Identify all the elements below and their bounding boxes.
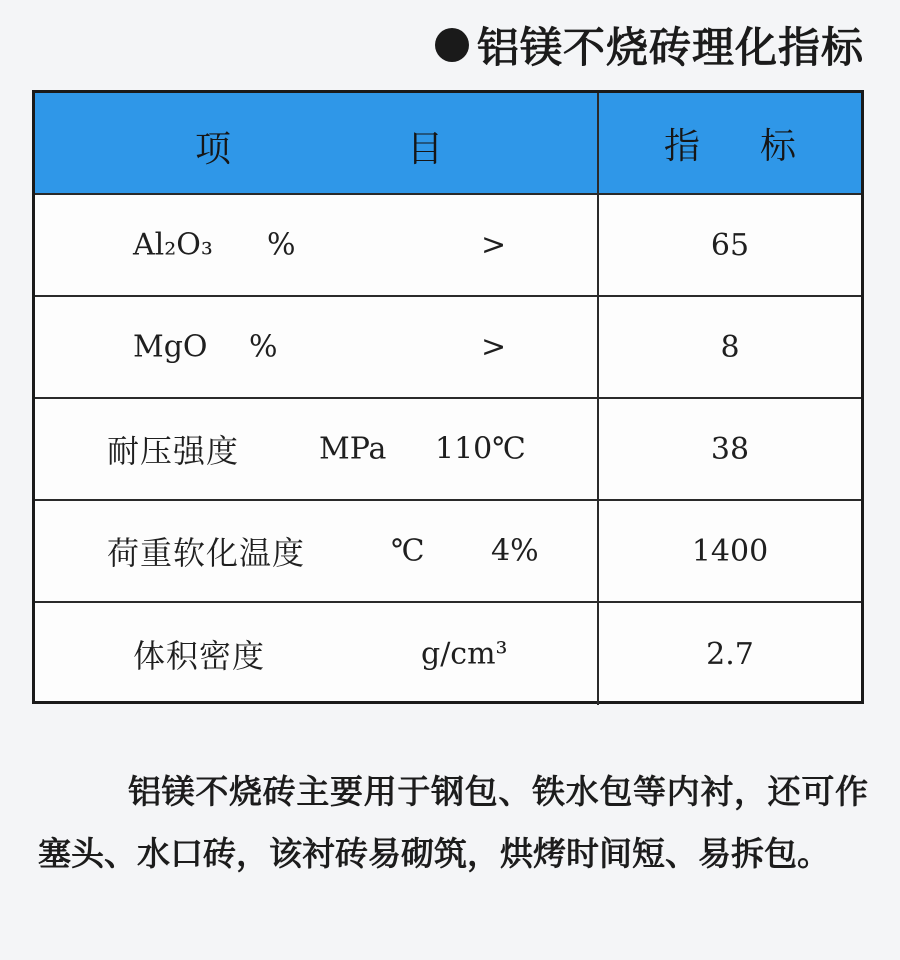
item-name: 荷重软化温度 xyxy=(107,534,306,572)
properties-table xyxy=(32,90,864,704)
table-row xyxy=(35,501,861,603)
value-cell: 1400 xyxy=(691,533,769,569)
value-cell: 65 xyxy=(710,227,750,263)
page-title xyxy=(435,10,864,80)
item-unit: g/cm³ xyxy=(421,636,508,672)
table-row xyxy=(35,195,861,297)
item-condition: > xyxy=(481,329,507,365)
page-title-text: 铝镁不烧砖理化指标 xyxy=(476,23,864,72)
item-unit: % xyxy=(267,227,296,263)
table-row xyxy=(35,297,861,399)
item-condition: > xyxy=(481,227,507,263)
item-unit: % xyxy=(249,329,278,365)
item-name: Al₂O₃ xyxy=(133,227,213,263)
header-value-label-2: 标 xyxy=(760,125,797,167)
value-cell: 38 xyxy=(710,431,750,467)
item-name: 耐压强度 xyxy=(107,432,240,470)
header-item-cell xyxy=(35,93,599,193)
header-value-label-1: 指 xyxy=(663,125,700,167)
item-cell xyxy=(35,297,599,397)
value-cell: 8 xyxy=(720,329,740,365)
table-header-row xyxy=(35,93,861,195)
item-cell xyxy=(35,603,599,705)
table-row xyxy=(35,399,861,501)
bullet-icon xyxy=(435,28,469,62)
item-name: MgO xyxy=(133,329,208,365)
item-cell xyxy=(35,399,599,499)
item-cell xyxy=(35,195,599,295)
item-unit: ℃ xyxy=(391,533,425,569)
table-row xyxy=(35,603,861,705)
header-value-cell xyxy=(599,93,861,193)
item-condition: 4% xyxy=(491,533,539,569)
description-paragraph: 铝镁不烧砖主要用于钢包、铁水包等内衬，还可作塞头、水口砖，该衬砖易砌筑，烘烤时间短、易拆包。 xyxy=(38,772,868,873)
header-item-label-1: 项 xyxy=(195,129,232,170)
item-cell xyxy=(35,501,599,601)
header-item-label-2: 目 xyxy=(407,129,444,170)
item-unit: MPa xyxy=(319,431,387,467)
item-condition: 110℃ xyxy=(435,431,526,467)
item-name: 体积密度 xyxy=(133,637,266,675)
value-cell: 2.7 xyxy=(706,636,754,672)
